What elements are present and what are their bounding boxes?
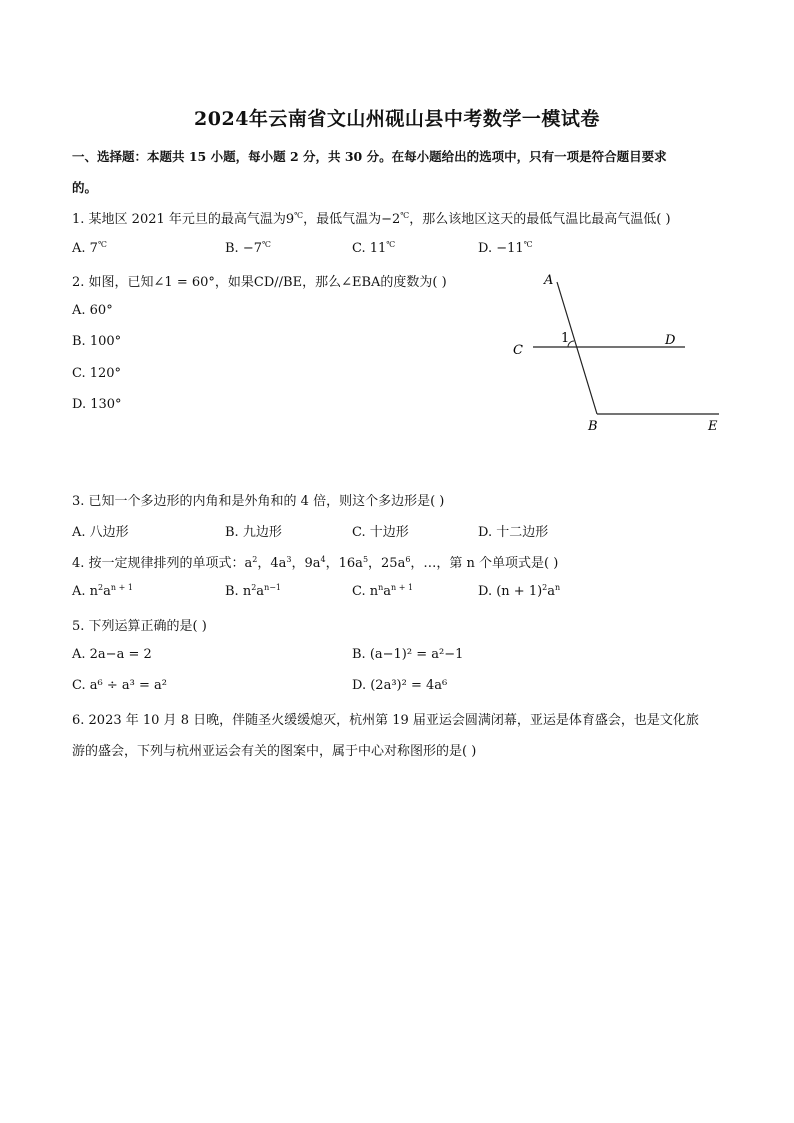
q5-option-b[interactable]: B. (a−1)² = a²−1 [352, 647, 464, 662]
q1-option-b[interactable]: B. −7℃ [225, 240, 271, 256]
q1-option-c[interactable]: C. 11℃ [352, 240, 396, 256]
section-instructions-cont: 的。 [72, 180, 98, 195]
q4-option-d[interactable]: D. $(n + 1)^2a^n$ [478, 583, 561, 599]
q5-option-a[interactable]: A. 2a−a = 2 [72, 647, 152, 662]
q1-stem-a: 1. 某地区 2021 年元旦的最高气温为9 [72, 212, 295, 227]
question-5: 5. 下列运算正确的是( ) [72, 619, 207, 634]
q4-option-b[interactable]: B. $n^2a^{n-1}$ [225, 583, 282, 599]
q3-option-b[interactable]: B. 九边形 [225, 525, 282, 540]
label-d: D [665, 333, 676, 348]
question-6-cont: 游的盛会，下列与杭州亚运会有关的图案中，属于中心对称图形的是( ) [72, 744, 477, 759]
q1-stem-b: ，最低气温为−2 [303, 212, 401, 227]
q3-option-a[interactable]: A. 八边形 [72, 525, 129, 540]
q4-option-a[interactable]: A. $n^2a^{n + 1}$ [72, 583, 133, 599]
q2-option-d[interactable]: D. 130° [72, 397, 122, 412]
section-instructions: 一、选择题：本题共 15 小题，每小题 2 分，共 30 分。在每小题给出的选项中，只有一项是符合题目要求 [72, 149, 667, 164]
q2-option-a[interactable]: A. 60° [72, 303, 113, 318]
q4-option-c[interactable]: C. $n^na^{n + 1}$ [352, 583, 414, 599]
label-a: A [544, 273, 554, 288]
celsius-unit: ℃ [294, 211, 304, 220]
label-e: E [708, 419, 718, 434]
q1-option-a[interactable]: A. 7℃ [72, 240, 107, 256]
line-ab [557, 282, 597, 414]
label-angle-1: 1 [561, 331, 570, 346]
page-title: 2024年云南省文山州砚山县中考数学一模试卷 [194, 108, 600, 130]
q5-option-d[interactable]: D. (2a³)² = 4a⁶ [352, 678, 448, 693]
q2-option-b[interactable]: B. 100° [72, 334, 122, 349]
q3-option-d[interactable]: D. 十二边形 [478, 525, 549, 540]
question-4: 4. 按一定规律排列的单项式：$a^2$，$4a^3$，$9a^4$，$16a^5$，$25a^6$，…，第 n 个单项式是( ) [72, 555, 559, 571]
question-3: 3. 已知一个多边形的内角和是外角和的 4 倍，则这个多边形是( ) [72, 494, 445, 509]
celsius-unit: ℃ [400, 211, 410, 220]
question-6: 6. 2023 年 10 月 8 日晚，伴随圣火缓缓熄灭，杭州第 19 届亚运会圆满闭幕，亚运是体育盛会，也是文化旅 [72, 713, 699, 728]
q1-option-d[interactable]: D. −11℃ [478, 240, 533, 256]
q2-option-c[interactable]: C. 120° [72, 366, 122, 381]
label-c: C [513, 343, 523, 358]
q3-option-c[interactable]: C. 十边形 [352, 525, 409, 540]
geometry-diagram [505, 268, 730, 438]
q5-option-c[interactable]: C. a⁶ ÷ a³ = a² [72, 678, 167, 693]
label-b: B [588, 419, 598, 434]
question-1 [72, 208, 671, 227]
q1-stem-c: ，那么该地区这天的最低气温比最高气温低( ) [409, 212, 671, 227]
question-2: 2. 如图，已知∠1 = 60°，如果CD//BE，那么∠EBA的度数为( ) [72, 275, 447, 290]
